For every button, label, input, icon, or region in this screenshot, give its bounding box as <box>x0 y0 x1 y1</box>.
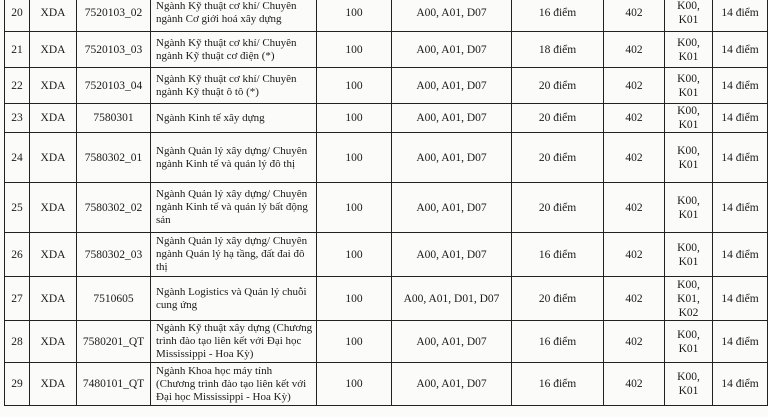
school-code-cell: XDA <box>30 104 77 133</box>
aptitude-combinations-cell: K00, K01 <box>665 133 713 183</box>
quota-cell: 100 <box>317 321 392 363</box>
major-code-cell: 7580302_02 <box>77 183 151 233</box>
minimum-score-cell: 16 điểm <box>512 0 604 32</box>
quota-cell: 100 <box>317 183 392 233</box>
minimum-score-cell: 20 điểm <box>512 133 604 183</box>
aptitude-minimum-score-cell: 14 điểm <box>713 32 768 68</box>
subject-combinations-cell: A00, A01, D07 <box>392 321 512 363</box>
method-code-cell: 402 <box>604 0 665 32</box>
major-name-cell: Ngành Kỹ thuật cơ khí/ Chuyên ngành Kỹ thuật ô tô (*) <box>151 68 317 104</box>
aptitude-minimum-score-cell: 14 điểm <box>713 0 768 32</box>
major-name-cell: Ngành Quản lý xây dựng/ Chuyên ngành Quản lý hạ tầng, đất đai đô thị <box>151 233 317 277</box>
school-code-cell: XDA <box>30 68 77 104</box>
minimum-score-cell: 20 điểm <box>512 183 604 233</box>
table-row <box>5 68 768 104</box>
subject-combinations-cell: A00, A01, D07 <box>392 363 512 406</box>
table-row <box>5 32 768 68</box>
admission-table <box>4 0 768 406</box>
subject-combinations-cell: A00, A01, D07 <box>392 233 512 277</box>
method-code-cell: 402 <box>604 363 665 406</box>
minimum-score-cell: 16 điểm <box>512 363 604 406</box>
major-code-cell: 7580302_03 <box>77 233 151 277</box>
quota-cell: 100 <box>317 363 392 406</box>
major-code-cell: 7580201_QT <box>77 321 151 363</box>
method-code-cell: 402 <box>604 68 665 104</box>
row-number-cell: 29 <box>5 363 30 406</box>
row-number-cell: 20 <box>5 0 30 32</box>
aptitude-combinations-cell: K00, K01, K02 <box>665 277 713 321</box>
aptitude-minimum-score-cell: 14 điểm <box>713 277 768 321</box>
row-number-cell: 21 <box>5 32 30 68</box>
major-code-cell: 7580302_01 <box>77 133 151 183</box>
major-name-cell: Ngành Kinh tế xây dựng <box>151 104 317 133</box>
major-code-cell: 7520103_03 <box>77 32 151 68</box>
aptitude-minimum-score-cell: 14 điểm <box>713 233 768 277</box>
table-row <box>5 133 768 183</box>
aptitude-minimum-score-cell: 14 điểm <box>713 321 768 363</box>
school-code-cell: XDA <box>30 0 77 32</box>
school-code-cell: XDA <box>30 363 77 406</box>
method-code-cell: 402 <box>604 321 665 363</box>
major-name-cell: Ngành Kỹ thuật xây dựng (Chương trình đào tạo liên kết với Đại học Mississippi - Hoa Kỳ) <box>151 321 317 363</box>
method-code-cell: 402 <box>604 133 665 183</box>
aptitude-combinations-cell: K00, K01 <box>665 0 713 32</box>
minimum-score-cell: 16 điểm <box>512 321 604 363</box>
method-code-cell: 402 <box>604 32 665 68</box>
row-number-cell: 27 <box>5 277 30 321</box>
aptitude-minimum-score-cell: 14 điểm <box>713 104 768 133</box>
aptitude-combinations-cell: K00, K01 <box>665 68 713 104</box>
school-code-cell: XDA <box>30 233 77 277</box>
major-name-cell: Ngành Khoa học máy tính (Chương trình đào tạo liên kết với Đại học Mississippi - Hoa Kỳ) <box>151 363 317 406</box>
quota-cell: 100 <box>317 32 392 68</box>
major-code-cell: 7580301 <box>77 104 151 133</box>
major-code-cell: 7520103_04 <box>77 68 151 104</box>
table-row <box>5 277 768 321</box>
table-row <box>5 183 768 233</box>
minimum-score-cell: 20 điểm <box>512 277 604 321</box>
school-code-cell: XDA <box>30 277 77 321</box>
method-code-cell: 402 <box>604 183 665 233</box>
school-code-cell: XDA <box>30 321 77 363</box>
major-name-cell: Ngành Kỹ thuật cơ khí/ Chuyên ngành Cơ giới hoá xây dựng <box>151 0 317 32</box>
aptitude-combinations-cell: K00, K01 <box>665 104 713 133</box>
row-number-cell: 25 <box>5 183 30 233</box>
quota-cell: 100 <box>317 277 392 321</box>
table-body <box>5 0 768 406</box>
subject-combinations-cell: A00, A01, D07 <box>392 0 512 32</box>
table-row <box>5 104 768 133</box>
quota-cell: 100 <box>317 104 392 133</box>
subject-combinations-cell: A00, A01, D07 <box>392 68 512 104</box>
row-number-cell: 23 <box>5 104 30 133</box>
aptitude-minimum-score-cell: 14 điểm <box>713 183 768 233</box>
table-row <box>5 321 768 363</box>
school-code-cell: XDA <box>30 32 77 68</box>
row-number-cell: 24 <box>5 133 30 183</box>
subject-combinations-cell: A00, A01, D01, D07 <box>392 277 512 321</box>
method-code-cell: 402 <box>604 104 665 133</box>
row-number-cell: 26 <box>5 233 30 277</box>
major-name-cell: Ngành Quản lý xây dựng/ Chuyên ngành Kinh tế và quản lý đô thị <box>151 133 317 183</box>
aptitude-combinations-cell: K00, K01 <box>665 363 713 406</box>
aptitude-combinations-cell: K00, K01 <box>665 183 713 233</box>
minimum-score-cell: 20 điểm <box>512 68 604 104</box>
major-name-cell: Ngành Quản lý xây dựng/ Chuyên ngành Kinh tế và quản lý bất động sản <box>151 183 317 233</box>
quota-cell: 100 <box>317 0 392 32</box>
aptitude-combinations-cell: K00, K01 <box>665 233 713 277</box>
subject-combinations-cell: A00, A01, D07 <box>392 133 512 183</box>
subject-combinations-cell: A00, A01, D07 <box>392 104 512 133</box>
quota-cell: 100 <box>317 233 392 277</box>
subject-combinations-cell: A00, A01, D07 <box>392 32 512 68</box>
method-code-cell: 402 <box>604 233 665 277</box>
major-code-cell: 7520103_02 <box>77 0 151 32</box>
table-row <box>5 233 768 277</box>
row-number-cell: 22 <box>5 68 30 104</box>
aptitude-minimum-score-cell: 14 điểm <box>713 133 768 183</box>
subject-combinations-cell: A00, A01, D07 <box>392 183 512 233</box>
major-code-cell: 7510605 <box>77 277 151 321</box>
major-name-cell: Ngành Logistics và Quản lý chuỗi cung ứng <box>151 277 317 321</box>
aptitude-minimum-score-cell: 14 điểm <box>713 363 768 406</box>
minimum-score-cell: 16 điểm <box>512 233 604 277</box>
major-code-cell: 7480101_QT <box>77 363 151 406</box>
quota-cell: 100 <box>317 133 392 183</box>
row-number-cell: 28 <box>5 321 30 363</box>
aptitude-combinations-cell: K00, K01 <box>665 32 713 68</box>
minimum-score-cell: 18 điểm <box>512 32 604 68</box>
quota-cell: 100 <box>317 68 392 104</box>
school-code-cell: XDA <box>30 183 77 233</box>
aptitude-minimum-score-cell: 14 điểm <box>713 68 768 104</box>
table-row <box>5 0 768 32</box>
method-code-cell: 402 <box>604 277 665 321</box>
minimum-score-cell: 20 điểm <box>512 104 604 133</box>
table-row <box>5 363 768 406</box>
aptitude-combinations-cell: K00, K01 <box>665 321 713 363</box>
school-code-cell: XDA <box>30 133 77 183</box>
major-name-cell: Ngành Kỹ thuật cơ khí/ Chuyên ngành Kỹ thuật cơ điện (*) <box>151 32 317 68</box>
